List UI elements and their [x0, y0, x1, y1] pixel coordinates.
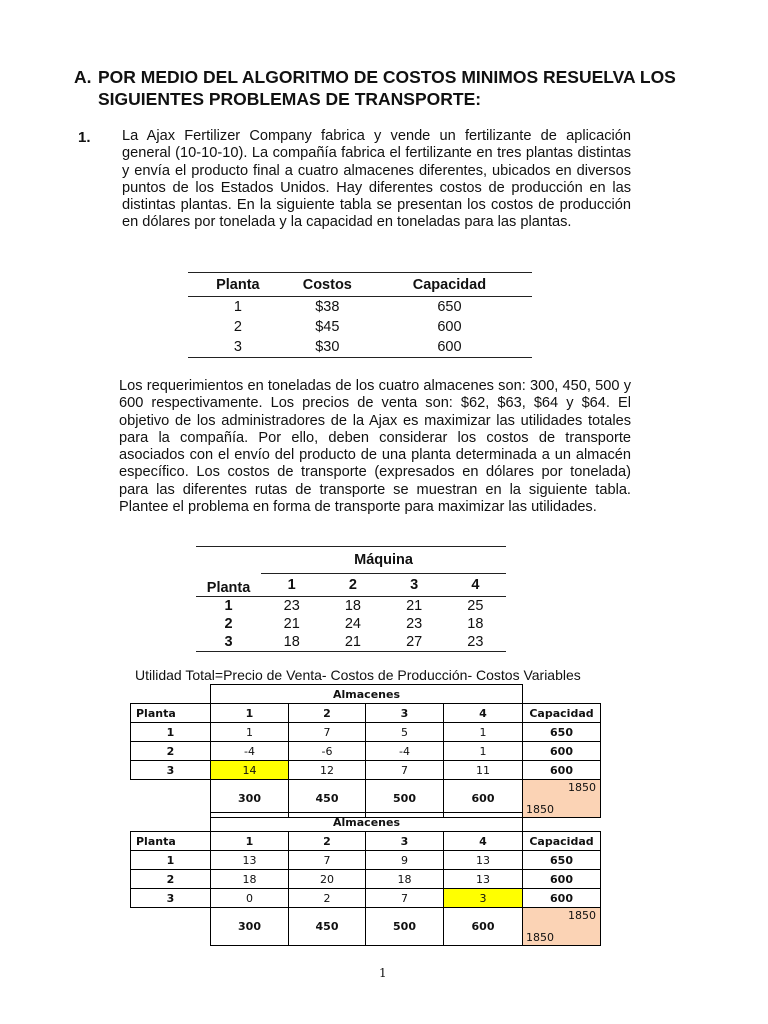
- cell: 25: [467, 598, 484, 614]
- cell: 7: [289, 851, 366, 870]
- capacity-header: Capacidad: [523, 704, 601, 723]
- row-label: 1: [131, 723, 211, 742]
- cell: 2: [233, 319, 242, 335]
- cell: 0: [211, 889, 289, 908]
- empty-cell: [131, 908, 211, 946]
- table-row: [188, 337, 532, 358]
- cell: 23: [283, 598, 300, 614]
- warehouses-header: Almacenes: [211, 813, 523, 832]
- total-supply: 1850: [568, 781, 596, 794]
- table-row: [131, 889, 601, 908]
- table-row: [188, 317, 532, 337]
- warehouses-header: Almacenes: [211, 685, 523, 704]
- demand-cell: 600: [444, 908, 523, 946]
- cell: 27: [384, 633, 445, 652]
- empty-cell: [523, 685, 601, 704]
- column-header: 2: [289, 832, 366, 851]
- empty-cell: [131, 813, 211, 832]
- cell: 21: [406, 598, 423, 614]
- table-row: [196, 597, 506, 616]
- transport-cost-table: [196, 546, 506, 652]
- column-header: 4: [444, 704, 523, 723]
- cell: 23: [445, 633, 506, 652]
- row-label: 3: [131, 889, 211, 908]
- cell: 18: [344, 598, 361, 614]
- capacity-cell: 600: [523, 889, 601, 908]
- demand-cell: 300: [211, 780, 289, 818]
- row-label: 2: [131, 742, 211, 761]
- table-row: [188, 297, 532, 318]
- cell: 18: [211, 870, 289, 889]
- capacity-cell: 650: [523, 851, 601, 870]
- cell: 2: [289, 889, 366, 908]
- cell: 13: [211, 851, 289, 870]
- cell: 600: [437, 319, 462, 335]
- plant-header: Planta: [131, 832, 211, 851]
- highlighted-cell: 3: [444, 889, 523, 908]
- empty-cell: [131, 685, 211, 704]
- cell: 21: [322, 633, 383, 652]
- cell: $45: [315, 319, 340, 335]
- cell: 24: [344, 616, 361, 632]
- demand-cell: 500: [366, 908, 444, 946]
- utility-table-2: [130, 812, 601, 946]
- table-row: [196, 633, 506, 652]
- cell: 600: [367, 337, 532, 358]
- cell: 1: [233, 299, 242, 315]
- cell: -4: [211, 742, 289, 761]
- column-header: 4: [444, 832, 523, 851]
- table-row: [131, 723, 601, 742]
- demand-cell: 450: [289, 908, 366, 946]
- demand-row: [131, 908, 601, 946]
- cell: -4: [366, 742, 444, 761]
- cell: 18: [366, 870, 444, 889]
- utility-formula-caption: Utilidad Total=Precio de Venta- Costos de Producción- Costos Variables: [135, 667, 581, 683]
- page-number: 1: [379, 966, 387, 980]
- column-header: 1: [261, 574, 322, 597]
- cell: -6: [289, 742, 366, 761]
- problem-number: 1.: [78, 129, 91, 146]
- machine-header: Máquina: [261, 547, 506, 574]
- section-letter: A.: [74, 67, 92, 87]
- cell: $30: [288, 337, 367, 358]
- plant-header: Planta: [188, 273, 288, 297]
- plant-header: Planta: [131, 704, 211, 723]
- row-label: 3: [131, 761, 211, 780]
- cell: 1: [211, 723, 289, 742]
- table-row: [196, 615, 506, 633]
- cell: 7: [366, 889, 444, 908]
- highlighted-cell: 14: [211, 761, 289, 780]
- cell: 7: [289, 723, 366, 742]
- capacity-header: Capacidad: [367, 273, 532, 297]
- capacity-cell: 600: [523, 742, 601, 761]
- column-header: 3: [366, 832, 444, 851]
- cell: 650: [437, 299, 462, 315]
- cell: 18: [467, 616, 484, 632]
- cell: 20: [289, 870, 366, 889]
- cell: 21: [283, 616, 300, 632]
- cell: 1: [444, 742, 523, 761]
- capacity-cell: 600: [523, 870, 601, 889]
- table-row: [131, 761, 601, 780]
- totals-cell: [523, 908, 601, 946]
- cell: 13: [444, 870, 523, 889]
- plant-cost-table: [188, 272, 532, 358]
- problem-paragraph-2: Los requerimientos en toneladas de los cuatro almacenes son: 300, 450, 500 y 600 respectivamente. Los precios de venta son: $62, $63, $64 y $64. El objetivo de los administradores de la Ajax es maximizar las utilidades totales para la compañía. Por ello, deben considerar los costos de transporte asociados con el envío del producto de una planta determinada a un almacén específico. Los costos de transporte (expresados en dólares por tonelada) para las diferentes rutas de transporte se muestran en la siguiente tabla. Plantee el problema en forma de transporte para maximizar las utilidades.: [119, 378, 631, 516]
- heading-line-1: POR MEDIO DEL ALGORITMO DE COSTOS MINIMOS RESUELVA LOS: [98, 67, 676, 87]
- cell: 1: [444, 723, 523, 742]
- column-header: 1: [211, 704, 289, 723]
- column-header: 2: [322, 574, 383, 597]
- cell: 11: [444, 761, 523, 780]
- utility-table-1: [130, 684, 601, 818]
- table-row: [131, 742, 601, 761]
- column-header: 3: [366, 704, 444, 723]
- cell: 9: [366, 851, 444, 870]
- total-demand: 1850: [526, 931, 554, 944]
- demand-cell: 600: [444, 780, 523, 818]
- cell: $38: [315, 299, 340, 315]
- empty-cell: [523, 813, 601, 832]
- demand-cell: 450: [289, 780, 366, 818]
- cost-header: Costos: [288, 273, 367, 297]
- row-label: 1: [224, 598, 233, 614]
- empty-corner: [196, 547, 261, 574]
- capacity-header: Capacidad: [523, 832, 601, 851]
- capacity-cell: 600: [523, 761, 601, 780]
- cell: 7: [366, 761, 444, 780]
- column-header: 4: [445, 574, 506, 597]
- capacity-cell: 650: [523, 723, 601, 742]
- column-header: 3: [384, 574, 445, 597]
- plant-header: Planta: [196, 574, 261, 597]
- total-supply: 1850: [568, 909, 596, 922]
- cell: 23: [406, 616, 423, 632]
- row-label: 3: [196, 633, 261, 652]
- column-header: 1: [211, 832, 289, 851]
- problem-paragraph-1: La Ajax Fertilizer Company fabrica y vende un fertilizante de aplicación general (10-10-10). La compañía fabrica el fertilizante en tres plantas distintas y envía el producto final a cuatro almacenes diferentes, ubicados en diversos puntos de los Estados Unidos. Hay diferentes costos de producción en las distintas plantas. En la siguiente tabla se presentan los costos de producción en dólares por tonelada y la capacidad en toneladas para las plantas.: [122, 128, 631, 231]
- total-demand: 1850: [526, 803, 554, 816]
- demand-cell: 300: [211, 908, 289, 946]
- section-heading: [74, 66, 714, 110]
- row-label: 1: [131, 851, 211, 870]
- table-row: [131, 851, 601, 870]
- cell: 13: [444, 851, 523, 870]
- row-label: 2: [131, 870, 211, 889]
- row-label: 2: [224, 616, 233, 632]
- cell: 18: [261, 633, 322, 652]
- cell: 12: [289, 761, 366, 780]
- column-header: 2: [289, 704, 366, 723]
- table-row: [131, 870, 601, 889]
- heading-line-2: SIGUIENTES PROBLEMAS DE TRANSPORTE:: [98, 89, 482, 109]
- cell: 3: [188, 337, 288, 358]
- cell: 5: [366, 723, 444, 742]
- demand-cell: 500: [366, 780, 444, 818]
